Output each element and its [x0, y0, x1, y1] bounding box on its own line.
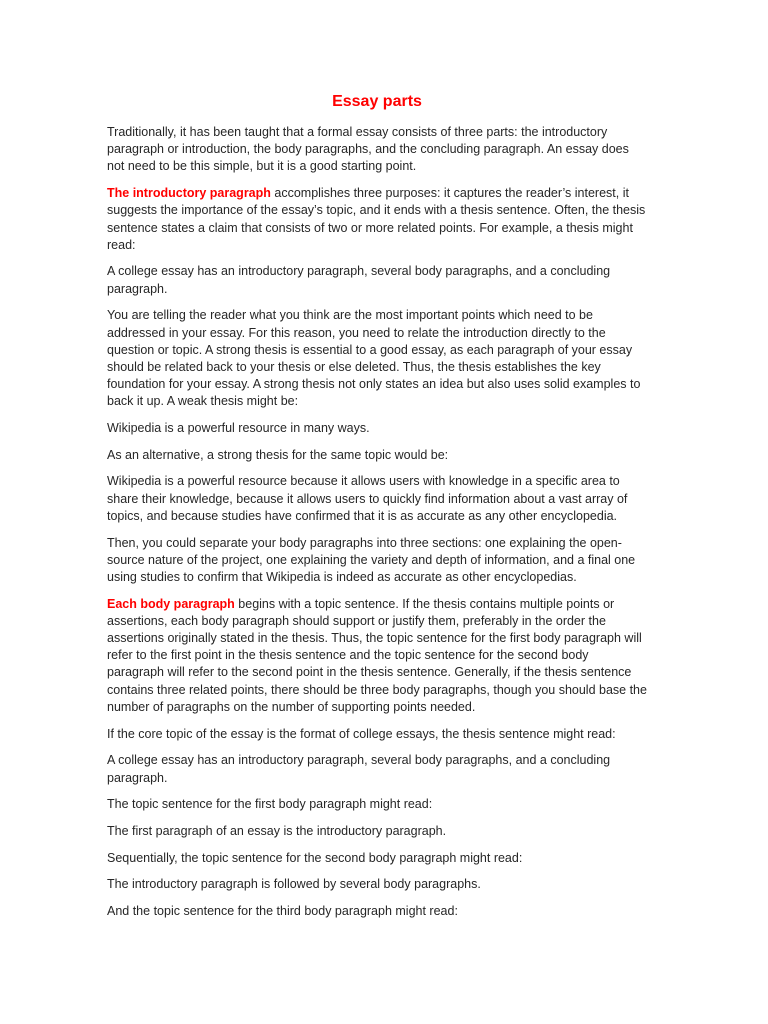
paragraph-text: Then, you could separate your body paragraphs into three sections: one explaining the open-source nature of the project, one explaining the variety and depth of information, and a final one using studies to confirm that Wikipedia is indeed as accurate as other encyclopedias. [107, 535, 636, 584]
paragraph-text: If the core topic of the essay is the format of college essays, the thesis sentence might read: [107, 726, 616, 741]
document-title: Essay parts [332, 93, 422, 110]
paragraph-text: You are telling the reader what you think are the most important points which need to be addressed in your essay. For this reason, you need to relate the introduction directly to the question or topic. A strong thesis is essential to a good essay, as each paragraph of your essay should be related back to your thesis or else deleted. Thus, the thesis establishes the key foundation for your essay. A strong thesis not only states an idea but also uses solid examples to back it up. A weak thesis might be: [107, 308, 641, 409]
paragraph-text: As an alternative, a strong thesis for the same topic would be: [107, 447, 449, 462]
paragraph-text: Wikipedia is a powerful resource because it allows users with knowledge in a specific area to share their knowledge, because it allows users to quickly find information about a vast array of topics, and because studies have confirmed that it is as accurate as any other encyclopedia. [107, 474, 628, 523]
paragraph [107, 473, 647, 525]
paragraph-text: A college essay has an introductory paragraph, several body paragraphs, and a concluding paragraph. [107, 753, 611, 785]
paragraph [107, 307, 647, 410]
paragraph [107, 823, 647, 840]
paragraph [107, 796, 647, 813]
paragraph [107, 263, 647, 297]
paragraph [107, 726, 647, 743]
paragraph [107, 752, 647, 786]
paragraph [107, 596, 647, 716]
paragraph-text: And the topic sentence for the third body paragraph might read: [107, 904, 458, 919]
paragraph-lead-heading: The introductory paragraph [107, 186, 271, 201]
paragraph [107, 535, 647, 587]
document-page [107, 92, 647, 930]
paragraph-text: The first paragraph of an essay is the introductory paragraph. [107, 823, 447, 838]
paragraph [107, 876, 647, 893]
paragraph [107, 903, 647, 920]
paragraph-text: begins with a topic sentence. If the thesis contains multiple points or assertions, each body paragraph should support or justify them, preferably in the order the assertions originally stated in the thesis. Thus, the topic sentence for the first body paragraph will refer to the first point in the thesis sentence and the topic sentence for the second body paragraph will refer to the second point in the thesis sentence. Generally, if the thesis sentence contains three related points, there should be three body paragraphs, though you should base the number of paragraphs on the number of supporting points needed. [107, 596, 647, 714]
paragraph-text: accomplishes three purposes: it captures the reader’s interest, it suggests the importance of the essay’s topic, and it ends with a thesis sentence. Often, the thesis sentence states a claim that consists of two or more related points. For example, a thesis might read: [107, 186, 646, 252]
paragraph-text: Traditionally, it has been taught that a formal essay consists of three parts: the introductory paragraph or introduction, the body paragraphs, and the concluding paragraph. An essay does not need to be this simple, but it is a good starting point. [107, 125, 629, 174]
paragraph [107, 850, 647, 867]
paragraph [107, 420, 647, 437]
paragraph [107, 124, 647, 176]
paragraph-text: Sequentially, the topic sentence for the second body paragraph might read: [107, 850, 523, 865]
paragraph-text: Wikipedia is a powerful resource in many ways. [107, 421, 370, 436]
paragraph-text: A college essay has an introductory paragraph, several body paragraphs, and a concluding paragraph. [107, 264, 611, 296]
paragraph-lead-heading: Each body paragraph [107, 596, 235, 611]
paragraph [107, 185, 647, 254]
paragraph [107, 447, 647, 464]
paragraph-text: The introductory paragraph is followed by several body paragraphs. [107, 877, 481, 892]
paragraph-text: The topic sentence for the first body paragraph might read: [107, 797, 433, 812]
